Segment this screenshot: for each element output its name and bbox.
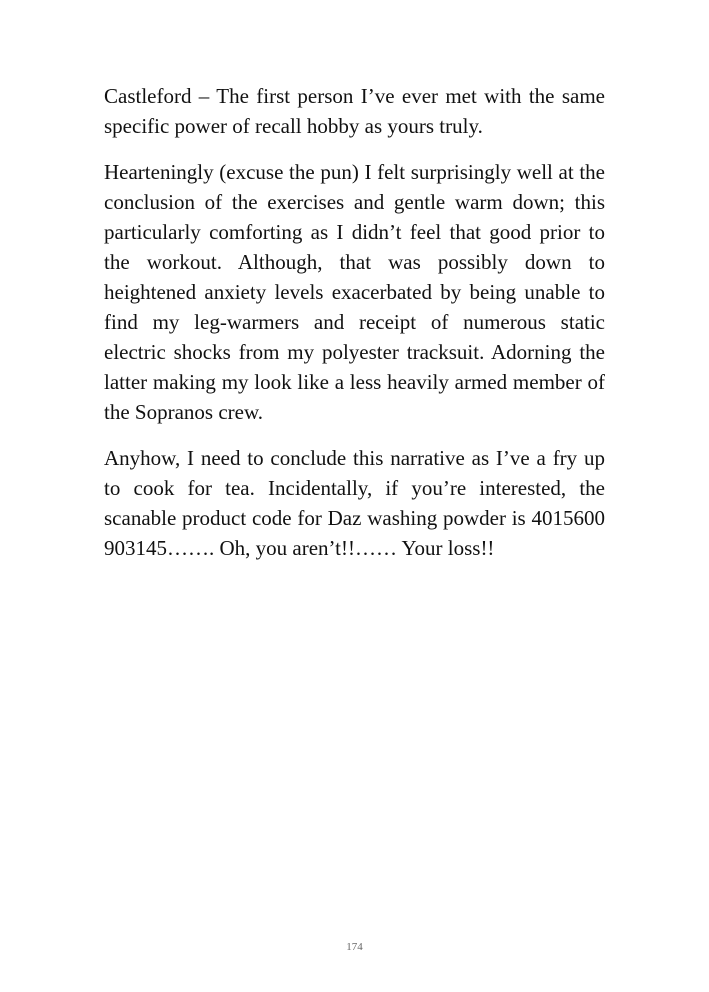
paragraph-hearteningly: Hearteningly (excuse the pun) I felt surprisingly well at the conclusion of the exercises and gentle warm down; this particularly comforting as I didn’t feel that good prior to the workout. Although, that was possibly down to heightened anxiety levels exacerbated by being unable to find my leg-warmers and receipt of numerous static electric shocks from my polyester tracksuit. Adorning the latter making my look like a less heavily armed member of the Sopranos crew. xyxy=(104,160,605,424)
paragraph-anyhow: Anyhow, I need to conclude this narrative as I’ve a fry up to cook for tea. Incidentally, if you’re interested, the scanable product code for Daz washing powder is 4015600 903145……. Oh, you aren’t!!…… Your loss!! xyxy=(104,446,605,560)
paragraph-castleford: Castleford – The first person I’ve ever met with the same specific power of recall hobby as yours truly. xyxy=(104,84,605,138)
page-number: 174 xyxy=(346,941,363,953)
body-text xyxy=(104,81,605,579)
